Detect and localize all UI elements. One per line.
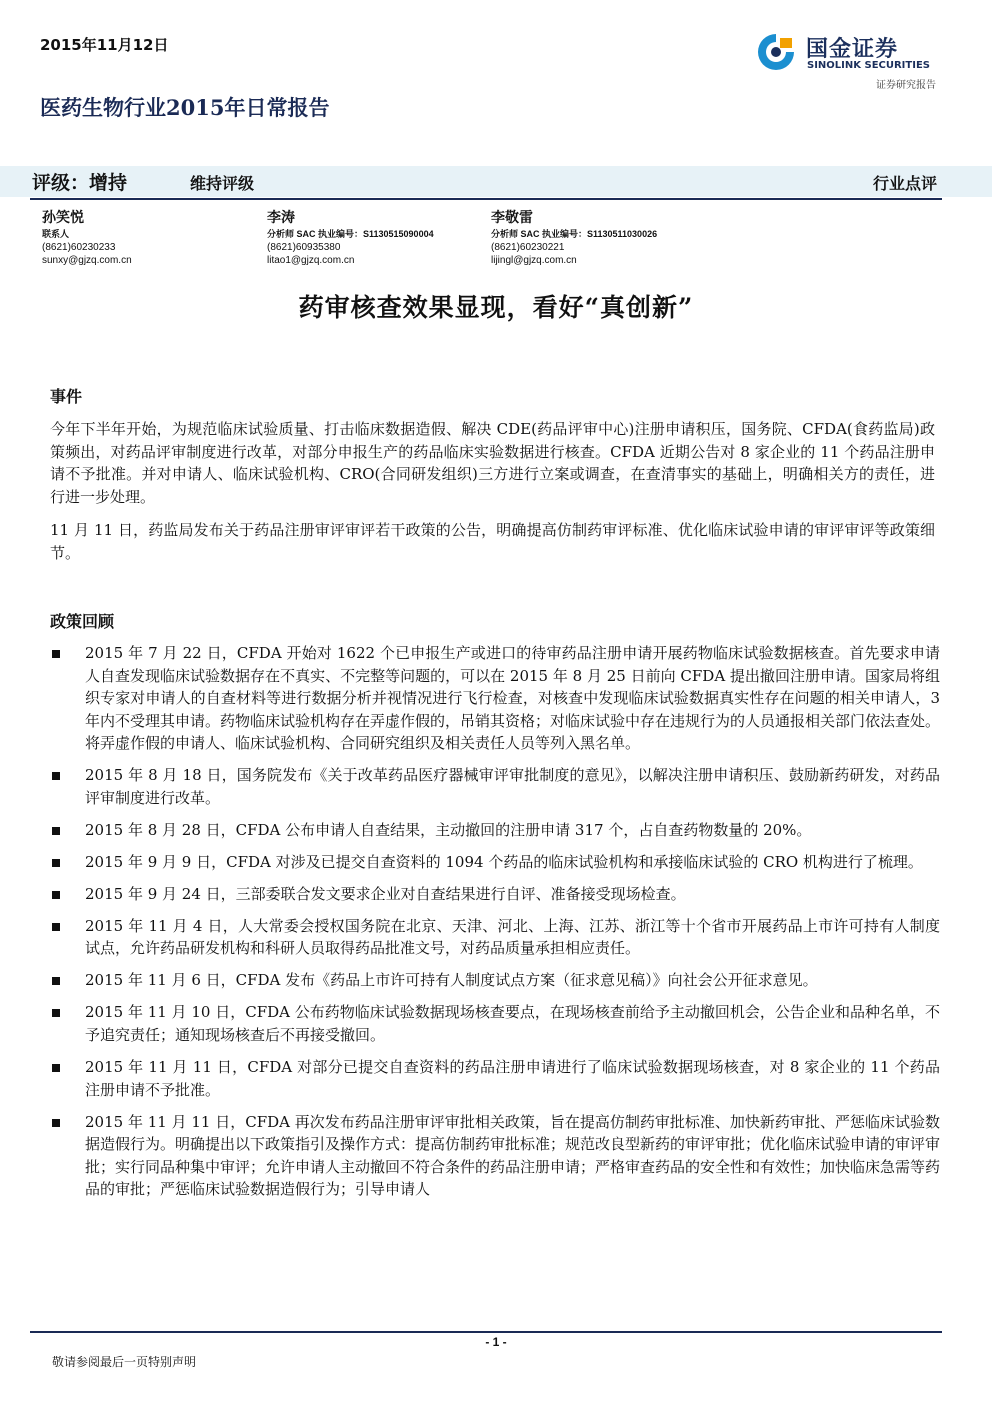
bullet-square-icon: [52, 772, 60, 780]
policy-item-text: 2015 年 9 月 24 日，三部委联合发文要求企业对自查结果进行自评、准备接受现场检查。: [85, 884, 686, 903]
analyst-email: lijingl@gjzq.com.cn: [491, 255, 577, 266]
policy-item: [50, 642, 940, 755]
rating-label: 评级：增持: [32, 172, 128, 194]
policy-item-text: 2015 年 8 月 18 日，国务院发布《关于改革药品医疗器械审评审批制度的意见》，以解决注册申请积压、鼓励新药研发，对药品评审制度进行改革。: [85, 766, 940, 807]
bullet-square-icon: [52, 859, 60, 867]
policy-item-text: 2015 年 7 月 22 日，CFDA 开始对 1622 个已申报生产或进口的待审药品注册申请开展药物临床试验数据核查。首先要求申请人自查发现临床试验数据存在不真实、不完整等问题的，可以在 2015 年 8 月 25 日前向 CFDA 提出撤回注册申请。国家局将组织专家对申请人的自查材料等进行数据分析并视情况进行飞行检查，对核查中发现临床试验数据真实性存在问题的相关申请人，3 年内不受理其申请。药物临床试验机构存在弄虚作假的，吊销其资格；对临床试验中存在违规行为的人员通报相关部门依法查处。将弄虚作假的申请人、临床试验机构、合同研究组织及相关责任人员等列入黑名单。: [85, 644, 941, 753]
sinolink-logo-icon: [756, 32, 796, 72]
logo-english-name: SINOLINK SECURITIES: [807, 60, 930, 71]
policy-item: [50, 883, 940, 906]
analyst-phone: (8621)60230233: [42, 242, 116, 253]
policy-list: [50, 642, 940, 1210]
policy-item: [50, 1111, 940, 1201]
analyst-email: litao1@gjzq.com.cn: [267, 255, 355, 266]
bullet-square-icon: [52, 1009, 60, 1017]
policy-heading: 政策回顾: [50, 612, 115, 631]
bullet-square-icon: [52, 1119, 60, 1127]
logo-chinese-name: 国金证券: [806, 37, 899, 62]
page-number: - 1 -: [485, 1335, 507, 1349]
policy-item: [50, 969, 940, 992]
analyst-card: [267, 208, 434, 267]
policy-item-text: 2015 年 11 月 11 日，CFDA 再次发布药品注册审评审批相关政策，旨在提高仿制药审批标准、加快新药审批、严惩临床试验数据造假行为。明确提出以下政策指引及操作方式：提高仿制药审批标准；规范改良型新药的审评审批；优化临床试验申请的审评审批；实行同品种集中审评；允许申请人主动撤回不符合条件的药品注册申请；严格审查药品的安全性和有效性；加快临床急需等药品的审批；严惩临床试验数据造假行为；引导申请人: [85, 1112, 941, 1199]
policy-item: [50, 1001, 940, 1046]
analyst-name: 李涛: [267, 210, 295, 226]
rating-bar: [0, 166, 992, 197]
policy-item: [50, 819, 940, 842]
bullet-square-icon: [52, 650, 60, 658]
policy-item: [50, 764, 940, 809]
bullet-square-icon: [52, 923, 60, 931]
rating-maintain: 维持评级: [190, 174, 255, 193]
policy-item: [50, 1056, 940, 1101]
header-divider: [30, 198, 942, 200]
main-title: 药审核查效果显现，看好“真创新”: [298, 293, 694, 322]
event-paragraph: 11 月 11 日，药监局发布关于药品注册审评审评若干政策的公告，明确提高仿制药审评标准、优化临床试验申请的审评审评等政策细节。: [50, 521, 935, 562]
event-heading: 事件: [50, 387, 83, 406]
report-date: 2015年11月12日: [40, 36, 169, 54]
policy-item-text: 2015 年 11 月 6 日，CFDA 发布《药品上市许可持有人制度试点方案（征求意见稿）》向社会公开征求意见。: [85, 971, 818, 990]
bullet-square-icon: [52, 977, 60, 985]
disclaimer-link[interactable]: 敬请参阅最后一页特别声明: [52, 1355, 197, 1369]
analyst-role: 分析师 SAC 执业编号：S1130511030026: [491, 229, 658, 239]
bullet-square-icon: [52, 891, 60, 899]
policy-item-text: 2015 年 9 月 9 日，CFDA 对涉及已提交自查资料的 1094 个药品的临床试验机构和承接临床试验的 CRO 机构进行了梳理。: [85, 852, 923, 871]
policy-item-text: 2015 年 8 月 28 日，CFDA 公布申请人自查结果，主动撤回的注册申请 317 个，占自查药物数量的 20%。: [85, 820, 812, 839]
analyst-role: 联系人: [42, 229, 70, 239]
analyst-name: 李敬雷: [491, 210, 533, 226]
analyst-phone: (8621)60230221: [491, 242, 565, 253]
bullet-square-icon: [52, 827, 60, 835]
report-category: 行业点评: [872, 174, 937, 193]
report-series-title: 医药生物行业2015年日常报告: [40, 95, 330, 120]
event-paragraph: 今年下半年开始，为规范临床试验质量、打击临床数据造假、解决 CDE(药品评审中心)注册申请积压，国务院、CFDA(食药监局)政策频出，对药品评审制度进行改革，对部分申报生产的药品临床实验数据进行核查。CFDA 近期公告对 8 家企业的 11 个药品注册申请不予批准。并对申请人、临床试验机构、CRO(合同研发组织)三方进行立案或调查，在查清事实的基础上，明确相关方的责任，进行进一步处理。: [50, 420, 935, 506]
analyst-card: [491, 208, 657, 267]
policy-item: [50, 915, 940, 960]
logo-subtitle: 证券研究报告: [876, 80, 936, 91]
sinolink-logo: [756, 30, 946, 92]
bullet-square-icon: [52, 1064, 60, 1072]
policy-item-text: 2015 年 11 月 10 日，CFDA 公布药物临床试验数据现场核查要点，在现场核查前给予主动撤回机会，公告企业和品种名单，不予追究责任；通知现场核查后不再接受撤回。: [85, 1003, 940, 1045]
analyst-card: [42, 208, 132, 267]
analyst-role: 分析师 SAC 执业编号：S1130515090004: [267, 229, 434, 239]
policy-item: [50, 851, 940, 874]
footer-divider: [30, 1331, 942, 1333]
policy-item-text: 2015 年 11 月 11 日，CFDA 对部分已提交自查资料的药品注册申请进行了临床试验数据现场核查，对 8 家企业的 11 个药品注册申请不予批准。: [85, 1058, 940, 1099]
analyst-phone: (8621)60935380: [267, 242, 341, 253]
analyst-name: 孙笑悦: [42, 210, 84, 226]
policy-item-text: 2015 年 11 月 4 日，人大常委会授权国务院在北京、天津、河北、上海、江苏、浙江等十个省市开展药品上市许可持有人制度试点，允许药品研发机构和科研人员取得药品批准文号，对药品质量承担相应责任。: [85, 916, 940, 958]
analyst-email: sunxy@gjzq.com.cn: [42, 255, 132, 266]
